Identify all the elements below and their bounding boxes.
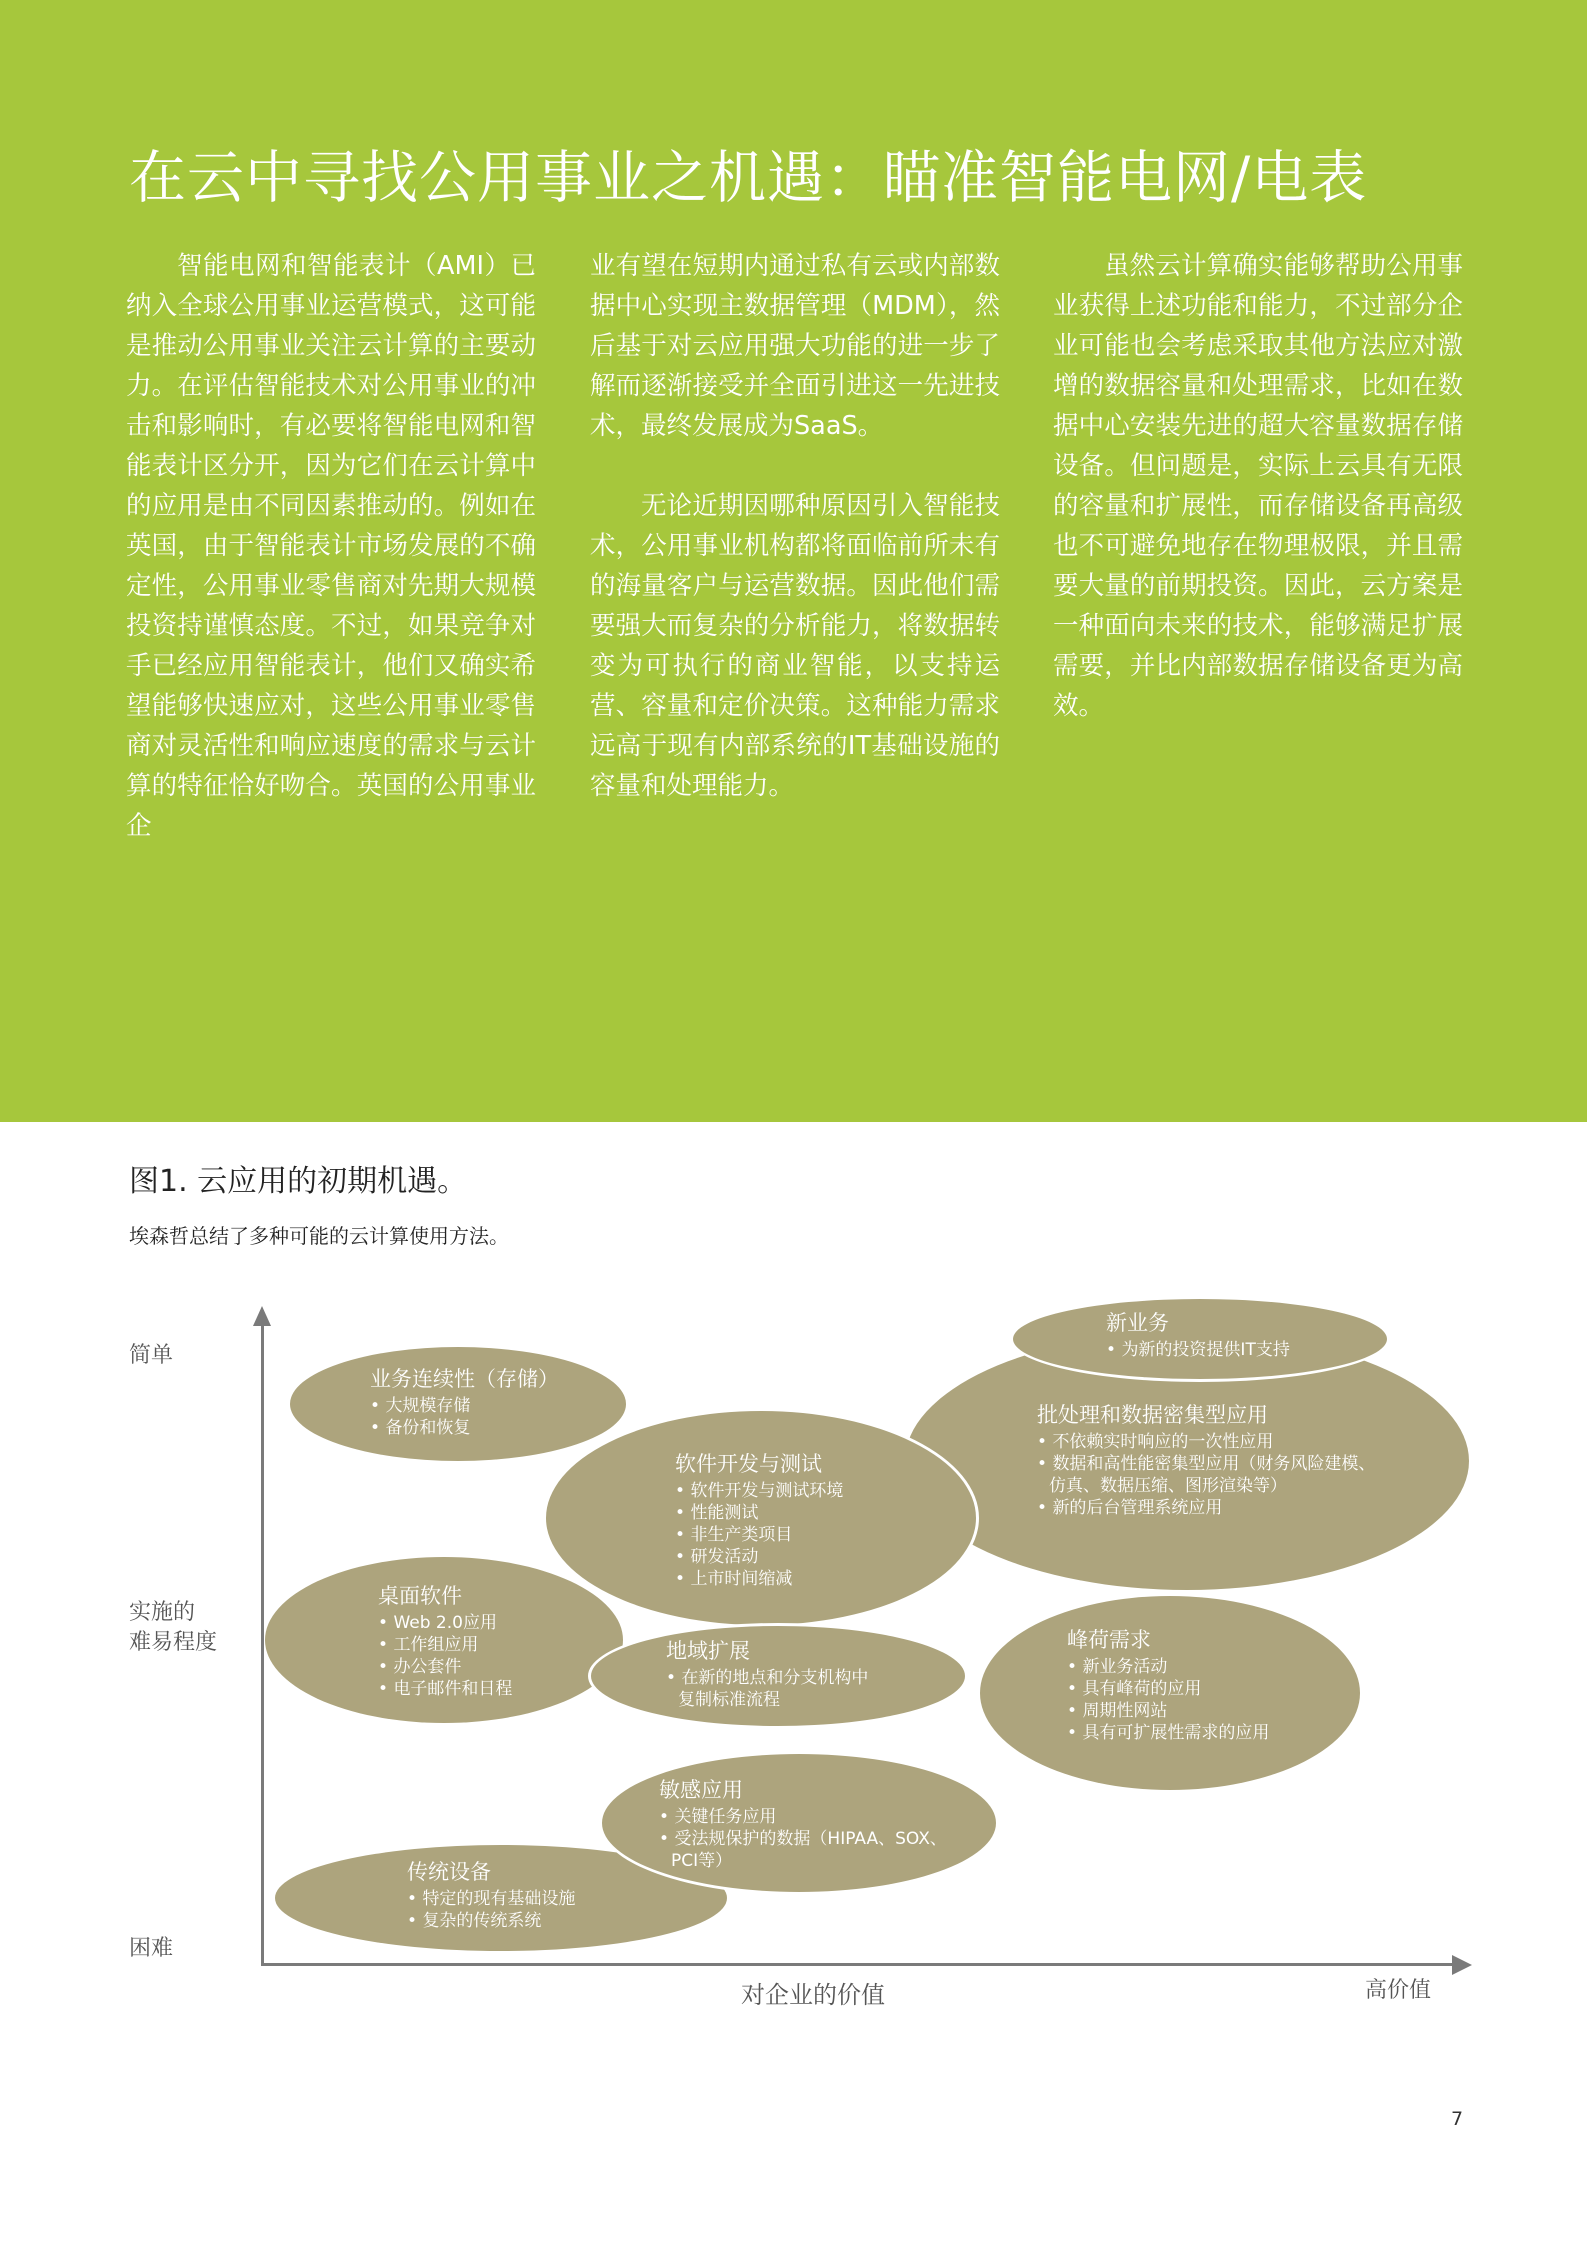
- y-axis-bottom-label: 困难: [129, 1936, 174, 1961]
- bubble-text-desktop-software: [378, 1583, 512, 1700]
- bubble-title: 软件开发与测试: [675, 1452, 822, 1476]
- bubble-bullet: • 新业务活动: [1067, 1656, 1269, 1678]
- figure-subtitle: 埃森哲总结了多种可能的云计算使用方法。: [129, 1224, 509, 1248]
- x-axis-label: 对企业的价值: [741, 1981, 885, 2009]
- bubble-text-sensitive-apps: [659, 1777, 947, 1872]
- y-axis-label-line2: 难易程度: [129, 1630, 218, 1655]
- text-column-1: [126, 246, 536, 886]
- y-axis-top-label: 简单: [129, 1343, 174, 1368]
- bubble-bullet: • 办公套件: [378, 1656, 512, 1678]
- bubble-text-new-business: [1106, 1310, 1290, 1361]
- figure-title: 图1. 云应用的初期机遇。: [129, 1164, 468, 1199]
- bubble-title: 地域扩展: [666, 1639, 750, 1663]
- bubble-bullet: 仿真、数据压缩、图形渲染等）: [1049, 1476, 1287, 1496]
- bubble-bullet: • 受法规保护的数据（HIPAA、SOX、: [659, 1828, 947, 1850]
- bubble-title: 业务连续性（存储）: [370, 1367, 559, 1391]
- bubble-text-batch-processing: [1037, 1402, 1375, 1519]
- bubble-title: 新业务: [1106, 1311, 1169, 1335]
- bubble-bullet: • 工作组应用: [378, 1634, 512, 1656]
- bubble-text-geographic-expansion: [666, 1638, 868, 1711]
- bubble-bullet: • 周期性网站: [1067, 1700, 1269, 1722]
- bubble-bullet: • 关键任务应用: [659, 1806, 947, 1828]
- x-axis-right-label: 高价值: [1365, 1978, 1432, 2003]
- bubble-bullet: • 电子邮件和日程: [378, 1678, 512, 1700]
- bubble-bullet: • 具有峰荷的应用: [1067, 1678, 1269, 1700]
- bubble-bullet: • Web 2.0应用: [378, 1612, 512, 1634]
- y-axis-arrow-icon: [253, 1306, 271, 1326]
- bubble-bullet: • 数据和高性能密集型应用（财务风险建模、: [1037, 1453, 1375, 1475]
- text-column-3: [1053, 246, 1463, 766]
- paragraph: 虽然云计算确实能够帮助公用事业获得上述功能和能力，不过部分企业可能也会考虑采取其他方法应对激增的数据容量和处理需求，比如在数据中心安装先进的超大容量数据存储设备。但问题是，实际上云具有无限的容量和扩展性，而存储设备再高级也不可避免地存在物理极限，并且需要大量的前期投资。因此，云方案是一种面向未来的技术，能够满足扩展需要，并比内部数据存储设备更为高效。: [1053, 251, 1463, 721]
- bubble-text-legacy-equipment: [407, 1859, 575, 1932]
- y-axis-line: [261, 1320, 264, 1966]
- bubble-title: 批处理和数据密集型应用: [1037, 1403, 1268, 1427]
- paragraph: 智能电网和智能表计（AMI）已纳入全球公用事业运营模式，这可能是推动公用事业关注云计算的主要动力。在评估智能技术对公用事业的冲击和影响时，有必要将智能电网和智能表计区分开，因为它们在云计算中的应用是由不同因素推动的。例如在英国，由于智能表计市场发展的不确定性，公用事业零售商对先期大规模投资持谨慎态度。不过，如果竞争对手已经应用智能表计，他们又确实希望能够快速应对，这些公用事业零售商对灵活性和响应速度的需求与云计算的特征恰好吻合。英国的公用事业企: [126, 251, 536, 841]
- page-title: 在云中寻找公用事业之机遇：瞄准智能电网/电表: [129, 145, 1368, 211]
- bubble-title: 传统设备: [407, 1860, 491, 1884]
- bubble-text-business-continuity: [370, 1366, 559, 1439]
- paragraph: 无论近期因哪种原因引入智能技术，公用事业机构都将面临前所未有的海量客户与运营数据。因此他们需要强大而复杂的分析能力，将数据转变为可执行的商业智能，以支持运营、容量和定价决策。这种能力需求远高于现有内部系统的IT基础设施的容量和处理能力。: [590, 491, 1000, 801]
- bubble-bullet: • 研发活动: [675, 1546, 843, 1568]
- bubble-bullet: • 新的后台管理系统应用: [1037, 1497, 1375, 1519]
- bubble-bullet: • 备份和恢复: [370, 1417, 559, 1439]
- bubble-text-peak-demand: [1067, 1627, 1269, 1744]
- bubble-bullet: • 非生产类项目: [675, 1524, 843, 1546]
- bubble-bullet: • 上市时间缩减: [675, 1568, 843, 1590]
- bubble-bullet: • 在新的地点和分支机构中: [666, 1667, 868, 1689]
- bubble-title: 峰荷需求: [1067, 1628, 1151, 1652]
- paragraph: 业有望在短期内通过私有云或内部数据中心实现主数据管理（MDM），然后基于对云应用强大功能的进一步了解而逐渐接受并全面引进这一先进技术，最终发展成为SaaS。: [590, 251, 1000, 441]
- y-axis-label-line1: 实施的: [129, 1600, 196, 1625]
- x-axis-arrow-icon: [1452, 1955, 1472, 1975]
- bubble-bullet: • 大规模存储: [370, 1395, 559, 1417]
- bubble-bullet: PCI等）: [671, 1851, 733, 1871]
- bubble-text-software-dev-test: [675, 1451, 843, 1590]
- bubble-bullet: • 特定的现有基础设施: [407, 1888, 575, 1910]
- bubble-bullet: 复制标准流程: [678, 1690, 780, 1710]
- text-column-2: [590, 246, 1000, 846]
- bubble-bullet: • 复杂的传统系统: [407, 1910, 575, 1932]
- x-axis-line: [261, 1963, 1456, 1966]
- bubble-bullet: • 具有可扩展性需求的应用: [1067, 1722, 1269, 1744]
- bubble-bullet: • 软件开发与测试环境: [675, 1480, 843, 1502]
- bubble-bullet: • 为新的投资提供IT支持: [1106, 1339, 1290, 1361]
- page-number: 7: [1451, 2108, 1464, 2130]
- bubble-bullet: • 性能测试: [675, 1502, 843, 1524]
- bubble-bullet: • 不依赖实时响应的一次性应用: [1037, 1431, 1375, 1453]
- bubble-title: 敏感应用: [659, 1778, 743, 1802]
- bubble-title: 桌面软件: [378, 1584, 462, 1608]
